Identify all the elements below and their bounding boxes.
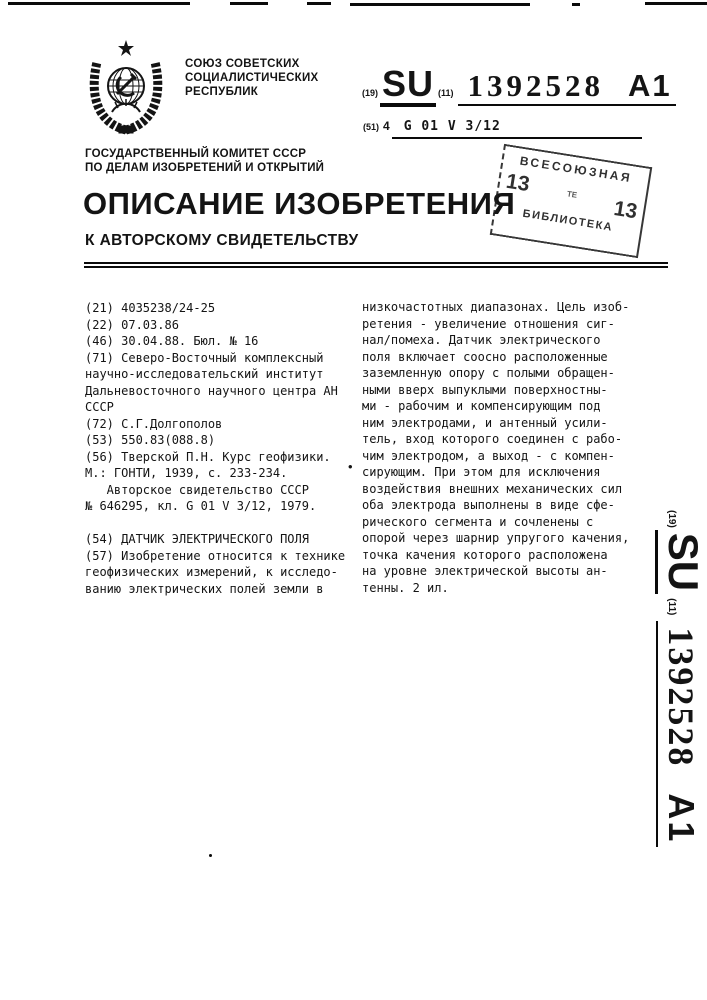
scan-artifact [230,2,268,5]
stamp-left-number: 13 [504,169,532,197]
ink-speck [209,854,212,857]
column-bullet: • [348,459,353,474]
committee-line: ГОСУДАРСТВЕННЫЙ КОМИТЕТ СССР [85,148,307,160]
bibliographic-column: (21) 4035238/24-25 (22) 07.03.86 (46) 30.04.88. Бюл. № 16 (71) Северо-Восточный комплексный научно-исследовательский институт Дальневосточного научного центра АН СССР (72) С.Г.Долгополов (53) 550.83(088.8) (56) Тверской П.Н. Курс геофизики. М.: ГОНТИ, 1939, с. 233-234. Авторское свидетельство СССР № 646295, кл. G 01 V 3/12, 1979. (54) ДАТЧИК ЭЛЕКТРИЧЕСКОГО ПОЛЯ (57) Изобретение относится к технике геофизических измерений, к исследо- ванию электрических полей земли в [85,301,346,596]
page-title: ОПИСАНИЕ ИЗОБРЕТЕНИЯ [83,186,516,221]
scan-artifact [307,2,331,5]
publication-number-group [458,70,676,106]
country-code-su: SU [380,66,436,107]
country-name [185,57,319,99]
side-publication-number: 1392528 [661,627,701,768]
country-line: СОЦИАЛИСТИЧЕСКИХ [185,72,319,84]
page-subtitle: К АВТОРСКОМУ СВИДЕТЕЛЬСТВУ [85,232,359,249]
scan-artifact [8,2,190,5]
document-number-header [362,63,676,107]
abstract-column: низкочастотных диапазонах. Цель изоб- ретения - увеличение отношения сиг- нал/помеха. Датчик электрического поля включает соосно расположенные заземленную опору с полыми обращен- ными вверх выпуклыми поверхностны- ми - рабочим и компенсирующим под ним электродами, и антенный усили- тель, вход которого соединен с рабо- чим электродом, а выход - с компен- сирующим. При этом для исключения воздействия внешних механических сил оба электрода выполнены в виде сфе- рического сегмента и сочленены с опорой через шарнир упругого качения, точка качения которого расположена на уровне электрической высоты ан- тенны. 2 ил. [362,300,630,595]
country-line: СОЮЗ СОВЕТСКИХ [185,58,300,70]
publication-number: 1392528 [467,68,605,103]
ussr-emblem-icon [84,38,168,136]
side-inid-code-19: (19) [666,510,677,528]
library-stamp [490,144,653,258]
kind-code: A1 [628,68,672,103]
stamp-bottom-text: БИБЛИОТЕКА [521,207,614,234]
inid-code-51: (51) [363,122,380,132]
inid-code-19: (19) [362,88,379,98]
scan-artifact [572,3,580,6]
ipc-class: G 01 V 3/12 [392,119,642,139]
scan-artifact [350,3,530,6]
divider-rule [84,266,668,268]
side-vertical-label [648,510,707,846]
inid-code-11: (11) [438,88,454,98]
ipc-classification-row [363,119,642,139]
stamp-top-text: ВСЕСОЮЗНАЯ [518,153,634,186]
side-country-code-su: SU [655,530,704,594]
side-inid-code-11: (11) [666,598,677,616]
divider-rule [84,262,668,264]
stamp-right-number: 13 [612,196,639,224]
country-line: РЕСПУБЛИК [185,86,259,98]
committee-line: ПО ДЕЛАМ ИЗОБРЕТЕНИЙ И ОТКРЫТИЙ [85,161,325,174]
scan-artifact [645,2,707,5]
side-publication-number-group [656,621,702,847]
ipc-edition: 4 [383,119,390,133]
stamp-middle-fragment: ТЕ [566,189,578,200]
committee-name [85,148,324,175]
side-kind-code: A1 [661,793,702,844]
